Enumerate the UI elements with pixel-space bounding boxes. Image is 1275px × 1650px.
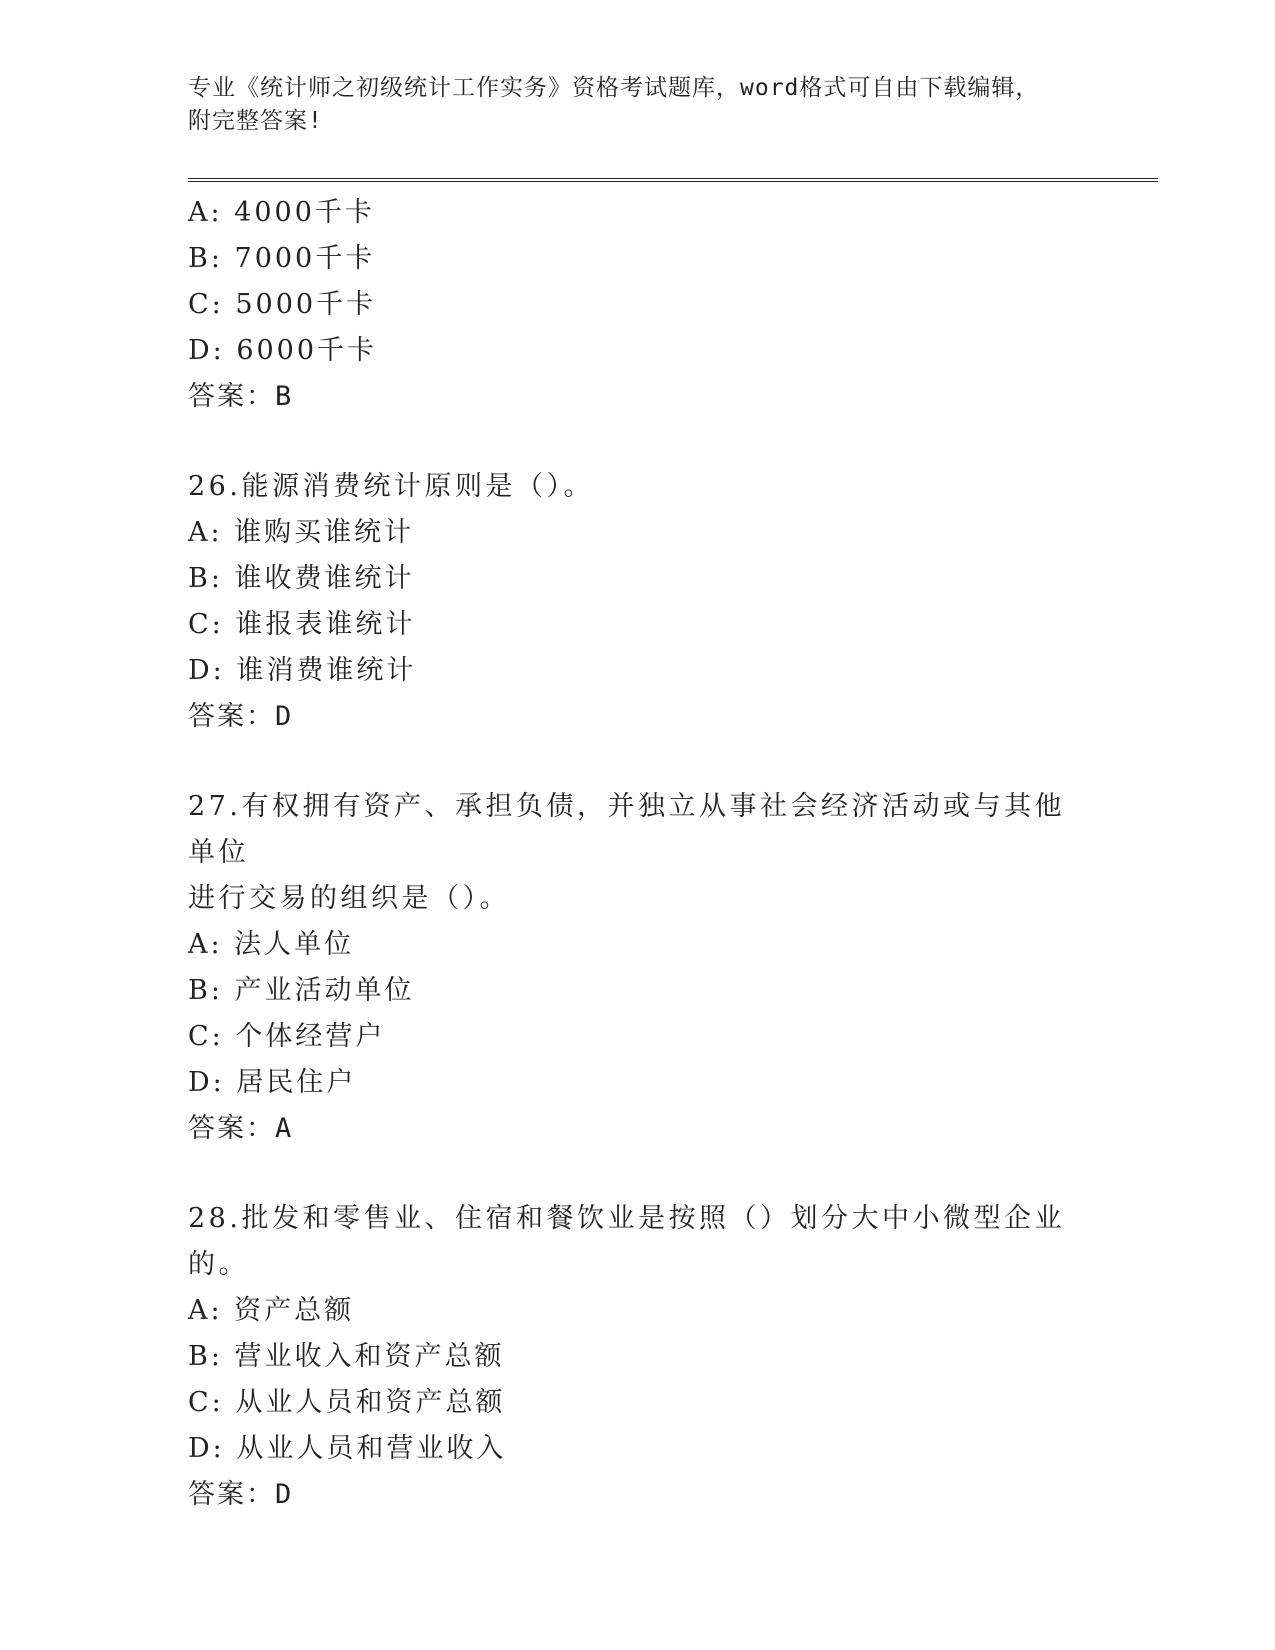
answer-label: 答案： [188,701,275,732]
answer-value: A [275,1113,294,1144]
option-b: B: 7000千卡 [188,243,376,274]
answer-line [188,1472,1088,1518]
option-b: B: 营业收入和资产总额 [188,1341,505,1372]
question-stem-line-1: 27.有权拥有资产、承担负债，并独立从事社会经济活动或与其他单位 [188,791,1065,868]
header-divider [188,178,1158,182]
option-a: A: 法人单位 [188,929,355,960]
answer-label: 答案： [188,1479,275,1510]
option-c: C: 从业人员和资产总额 [188,1387,506,1418]
option-a: A: 资产总额 [188,1295,355,1326]
option-d: D: 谁消费谁统计 [188,655,417,686]
header-line-2: 附完整答案! [188,108,323,134]
question-25 [188,190,1088,420]
answer-value: B [275,381,294,412]
question-stem: 26.能源消费统计原则是（）。 [188,471,594,502]
question-stem: 28.批发和零售业、住宿和餐饮业是按照（）划分大中小微型企业的。 [188,1203,1065,1280]
document-header [188,72,1088,138]
spacer [188,1152,1088,1196]
question-27 [188,784,1088,1152]
spacer [188,740,1088,784]
spacer [188,420,1088,464]
option-b: B: 谁收费谁统计 [188,563,415,594]
option-c: C: 个体经营户 [188,1021,386,1052]
answer-label: 答案： [188,1113,275,1144]
option-c: C: 5000千卡 [188,289,377,320]
header-line-1: 专业《统计师之初级统计工作实务》资格考试题库，word格式可自由下载编辑， [188,75,1040,101]
answer-value: D [275,701,294,732]
option-a: A: 谁购买谁统计 [188,517,415,548]
answer-label: 答案： [188,381,275,412]
question-28 [188,1196,1088,1518]
answer-value: D [275,1479,294,1510]
question-26 [188,464,1088,740]
question-list [188,190,1088,1518]
answer-line [188,374,1088,420]
option-d: D: 居民住户 [188,1067,357,1098]
answer-line [188,694,1088,740]
option-d: D: 6000千卡 [188,335,378,366]
option-c: C: 谁报表谁统计 [188,609,416,640]
option-b: B: 产业活动单位 [188,975,415,1006]
option-d: D: 从业人员和营业收入 [188,1433,507,1464]
answer-line [188,1106,1088,1152]
question-stem-line-2: 进行交易的组织是（）。 [188,883,510,914]
option-a: A: 4000千卡 [188,197,375,228]
